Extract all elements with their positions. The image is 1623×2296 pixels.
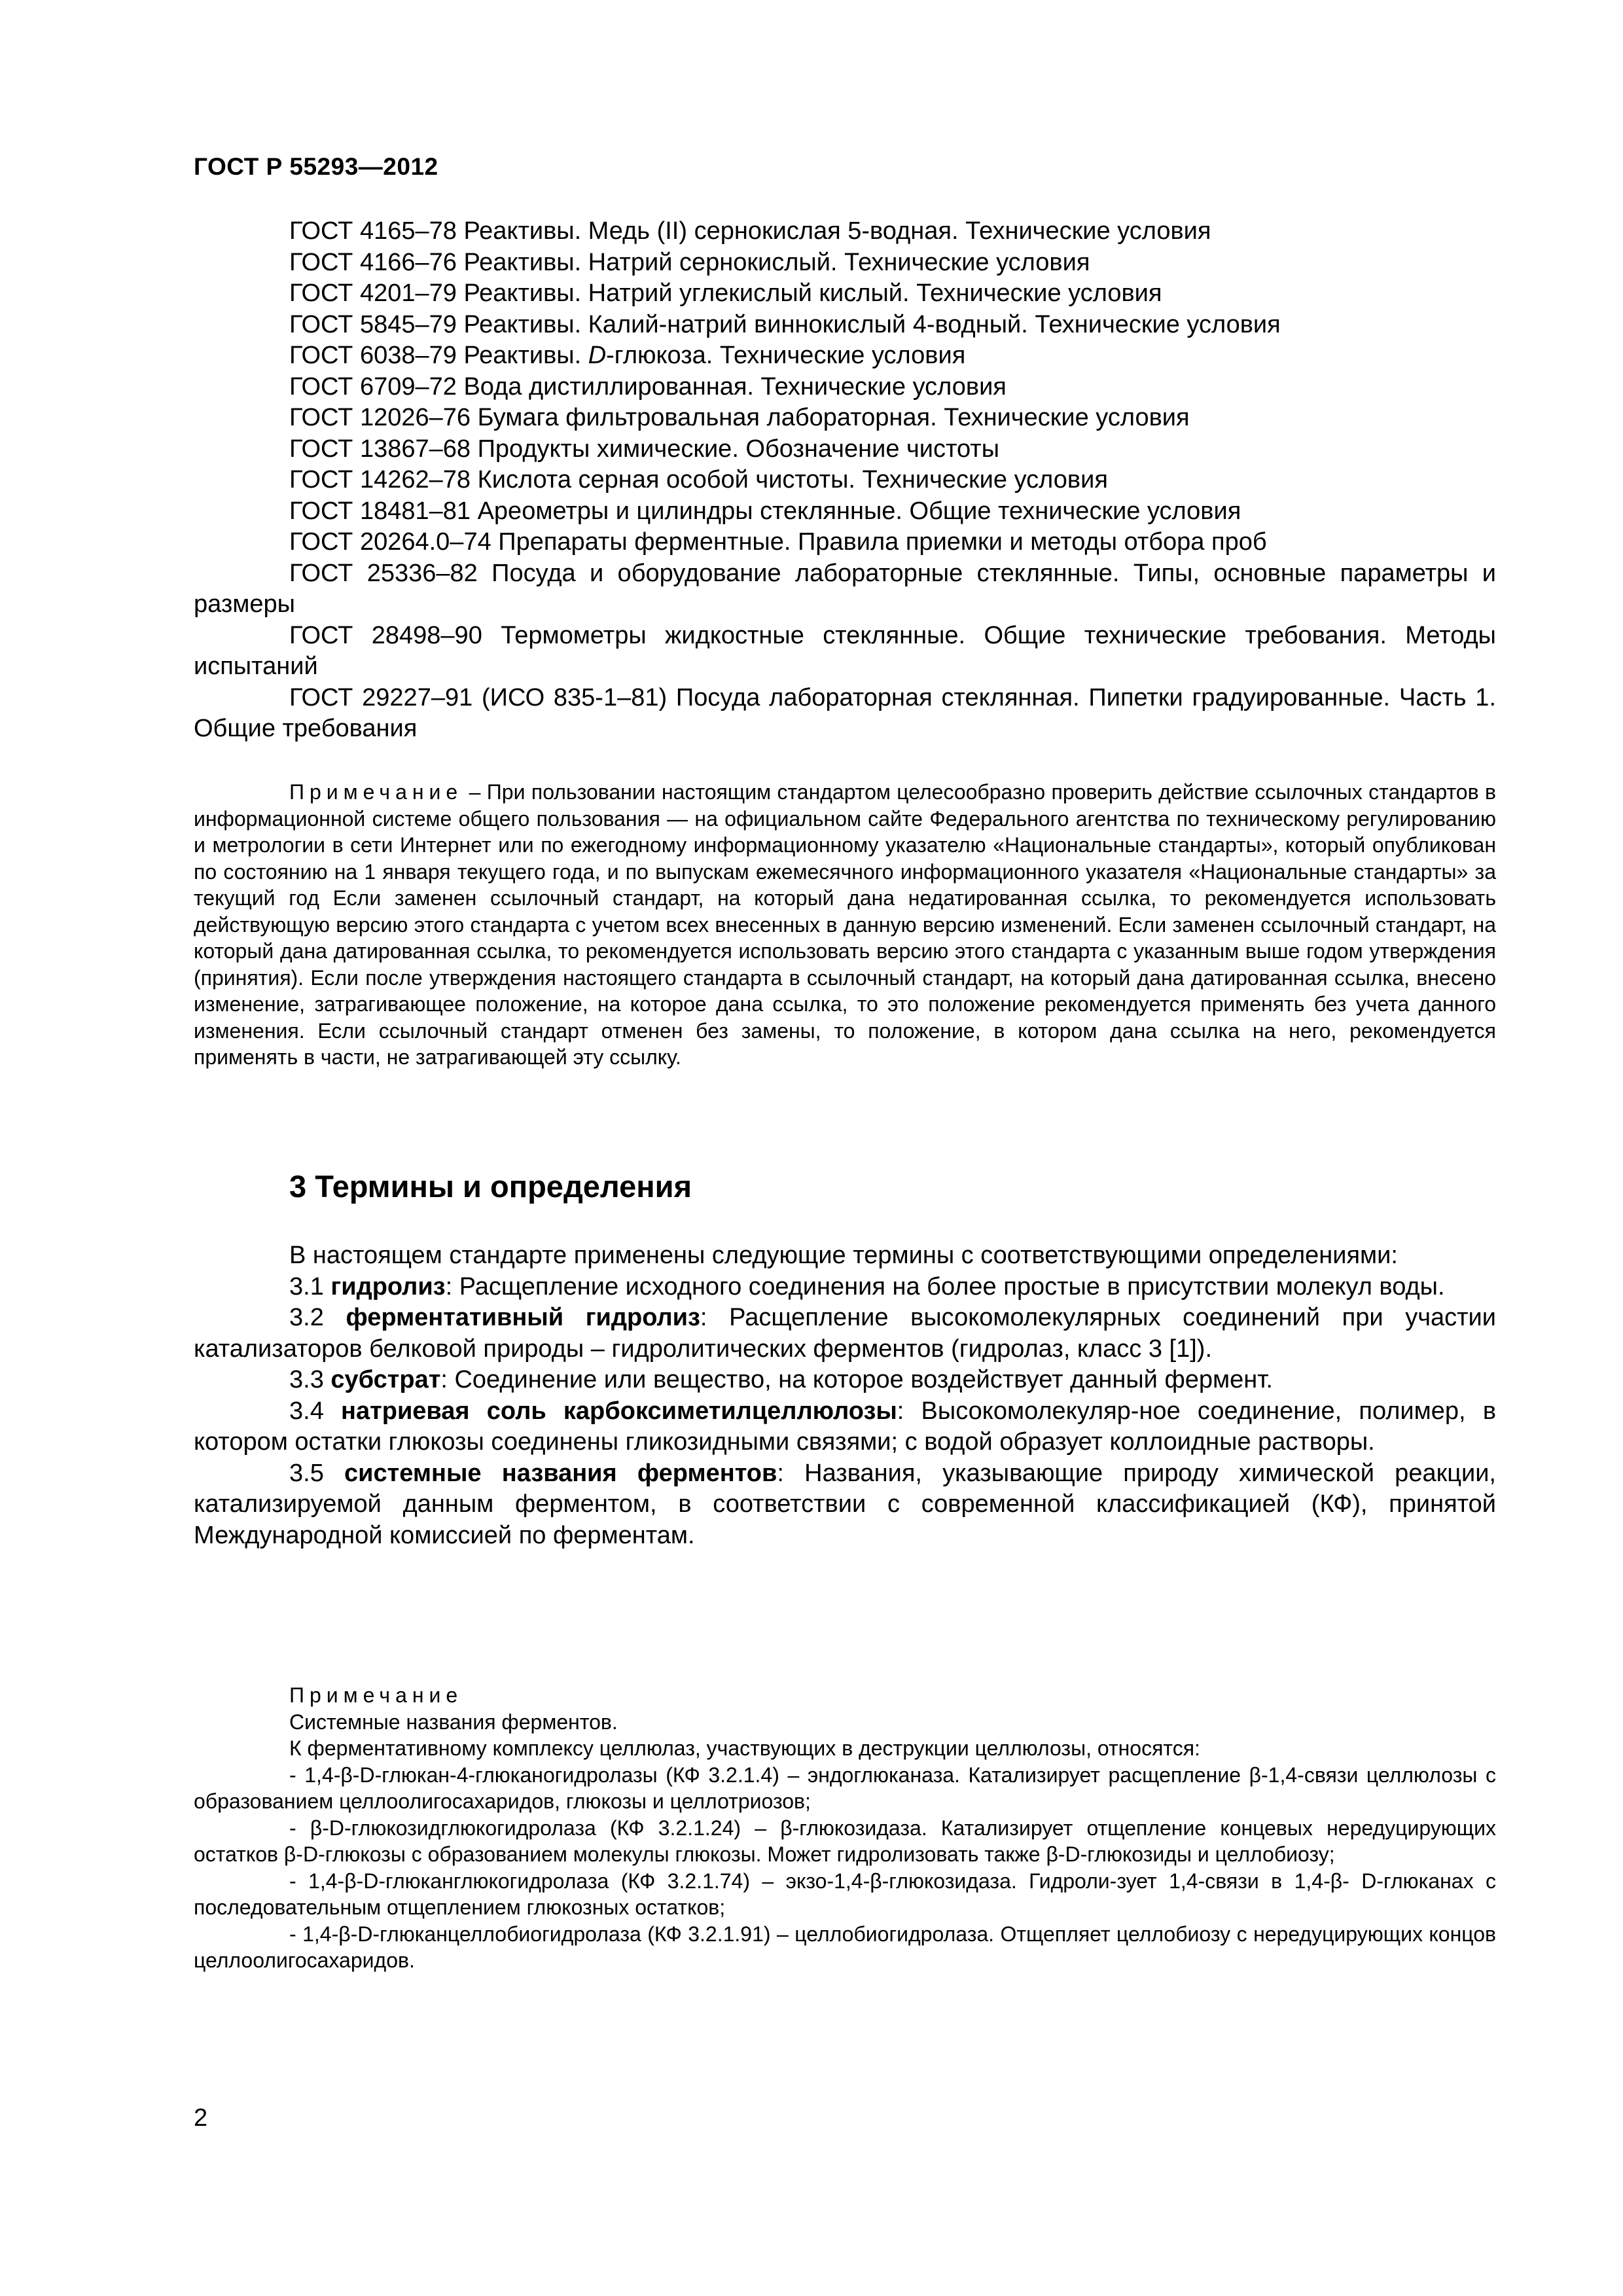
note-references (194, 779, 1496, 1071)
term-definition: : Названия, указывающие природу химической реакции, катализируемой данным ферментом, в соответствии с современной классификацией (КФ), принятой Международной комиссией по ферментам. (194, 1459, 1496, 1549)
note-text: – При пользовании настоящим стандартом целесообразно проверить действие ссылочных стандартов в информационной системе общего пользования — на официальном сайте Федерального агентства по техническому регулированию и метрологии в сети Интернет или по ежегодному информационному указателю «Национальные стандарты», который опубликован по состоянию на 1 января текущего года, и по выпускам ежемесячного информационного указателя «Национальные стандарты» за текущий год Если заменен ссылочный стандарт, на который дана недатированная ссылка, то рекомендуется использовать действующую версию этого стандарта с учетом всех внесенных в данную версию изменений. Если заменен ссылочный стандарт, на который дана датированная ссылка, то рекомендуется использовать версию этого стандарта с указанным выше годом утверждения (принятия). Если после утверждения настоящего стандарта в ссылочный стандарт, на который дана датированная ссылка, внесено изменение, затрагивающее положение, на которое дана ссылка, то это положение рекомендуется применять без учета данного изменения. Если ссылочный стандарт отменен без замены, то положение, в котором дана ссылка на него, рекомендуется применять в части, не затрагивающей эту ссылку. (194, 780, 1496, 1069)
page-number: 2 (194, 2104, 208, 2132)
terms-definitions (194, 1240, 1496, 1551)
terms-intro: В настоящем стандарте применены следующие термины с соответствующими определениями: (289, 1242, 1398, 1269)
term-number: 3.4 (289, 1397, 342, 1425)
note-enzymes (194, 1682, 1496, 1974)
reference-item: ГОСТ 4166–76 Реактивы. Натрий сернокислый. Технические условия (289, 248, 1090, 276)
term-definition: : Соединение или вещество, на которое воздействует данный фермент. (440, 1366, 1273, 1393)
reference-italic-letter: D (588, 342, 607, 369)
term-word: натриевая соль карбоксиметилцеллюлозы (341, 1397, 897, 1425)
term-definition: : Высокомолекуляр-ное соединение, полимер, в котором остатки глюкозы соединены гликозидными связями; с водой образует коллоидные растворы. (194, 1397, 1497, 1456)
note-line: - 1,4-β-D-глюканглюкогидролаза (КФ 3.2.1.74) – экзо-1,4-β-глюкозидаза. Гидроли-зует 1,4-связи в 1,4-β- D-глюканах с последовательным отщеплением глюкозных остатков; (194, 1869, 1496, 1919)
term-number: 3.2 (289, 1304, 346, 1331)
reference-item: ГОСТ 18481–81 Ареометры и цилиндры стеклянные. Общие технические условия (289, 497, 1241, 525)
note-line: - 1,4-β-D-глюканцеллобиогидролаза (КФ 3.2.1.91) – целлобиогидролаза. Отщепляет целлобиозу с нередуцирующих концов целлоолигосахаридов. (194, 1922, 1496, 1972)
term-item (194, 1365, 1496, 1396)
term-item (194, 1302, 1496, 1365)
term-definition: : Расщепление исходного соединения на более простые в присутствии молекул воды. (445, 1272, 1445, 1300)
reference-item: ГОСТ 20264.0–74 Препараты ферментные. Правила приемки и методы отбора проб (289, 528, 1267, 556)
section-title: 3 Термины и определения (289, 1169, 692, 1204)
term-definition: : Расщепление высокомолекулярных соединений при участии катализаторов белковой природы – гидролитических ферментов (гидролаз, класс 3 [1]). (194, 1304, 1496, 1363)
term-item (194, 1272, 1496, 1303)
reference-item: ГОСТ 4165–78 Реактивы. Медь (II) сернокислая 5-водная. Технические условия (289, 217, 1211, 245)
term-word: ферментативный гидролиз (346, 1304, 700, 1331)
note-line: К ферментативному комплексу целлюлаз, участвующих в деструкции целлюлозы, относятся: (289, 1736, 1200, 1760)
reference-prefix: ГОСТ 6038–79 Реактивы. (289, 342, 588, 369)
note-line: - β-D-глюкозидглюкогидролаза (КФ 3.2.1.24) – β-глюкозидаза. Катализирует отщепление концевых нередуцирующих остатков β-D-глюкозы с образованием молекулы глюкозы. Может гидролизовать также β-D-глюкозиды и целлобиозу; (194, 1816, 1496, 1866)
term-item (194, 1458, 1496, 1552)
reference-item: ГОСТ 5845–79 Реактивы. Калий-натрий виннокислый 4-водный. Технические условия (289, 310, 1281, 338)
reference-item: ГОСТ 29227–91 (ИСО 835-1–81) Посуда лабораторная стеклянная. Пипетки градуированные. Часть 1. Общие требования (194, 683, 1496, 742)
reference-item: ГОСТ 14262–78 Кислота серная особой чистоты. Технические условия (289, 466, 1108, 493)
note-label-text: Примечание (289, 1683, 463, 1707)
reference-item: ГОСТ 28498–90 Термометры жидкостные стеклянные. Общие технические требования. Методы испытаний (194, 621, 1496, 680)
reference-item (194, 340, 1496, 372)
reference-item: ГОСТ 12026–76 Бумага фильтровальная лабораторная. Технические условия (289, 404, 1190, 431)
term-word: субстрат (330, 1366, 441, 1393)
term-number: 3.3 (289, 1366, 331, 1393)
term-number: 3.1 (289, 1272, 331, 1300)
note-line: - 1,4-β-D-глюкан-4-глюканогидролазы (КФ 3.2.1.4) – эндоглюканаза. Катализирует расщепление β-1,4-связи целлюлозы с образованием целлоолигосахаридов, глюкозы и целлотриозов; (194, 1763, 1496, 1813)
term-item (194, 1396, 1496, 1458)
reference-suffix: -глюкоза. Технические условия (606, 342, 966, 369)
reference-item: ГОСТ 13867–68 Продукты химические. Обозначение чистоты (289, 435, 1000, 463)
note-label (194, 1682, 1496, 1709)
term-number: 3.5 (289, 1459, 345, 1487)
term-word: гидролиз (330, 1272, 446, 1300)
normative-references-list (194, 216, 1496, 745)
note-label: Примечание (289, 780, 463, 804)
reference-item: ГОСТ 25336–82 Посуда и оборудование лабораторные стеклянные. Типы, основные параметры и размеры (194, 559, 1496, 618)
note-paragraph (194, 779, 1496, 1071)
note-line: Системные названия ферментов. (289, 1710, 618, 1734)
reference-item: ГОСТ 6709–72 Вода дистиллированная. Технические условия (289, 372, 1007, 401)
reference-item: ГОСТ 4201–79 Реактивы. Натрий углекислый кислый. Технические условия (289, 279, 1162, 307)
term-word: системные названия ферментов (344, 1459, 777, 1487)
page-header-doc-code: ГОСТ Р 55293—2012 (194, 153, 438, 180)
